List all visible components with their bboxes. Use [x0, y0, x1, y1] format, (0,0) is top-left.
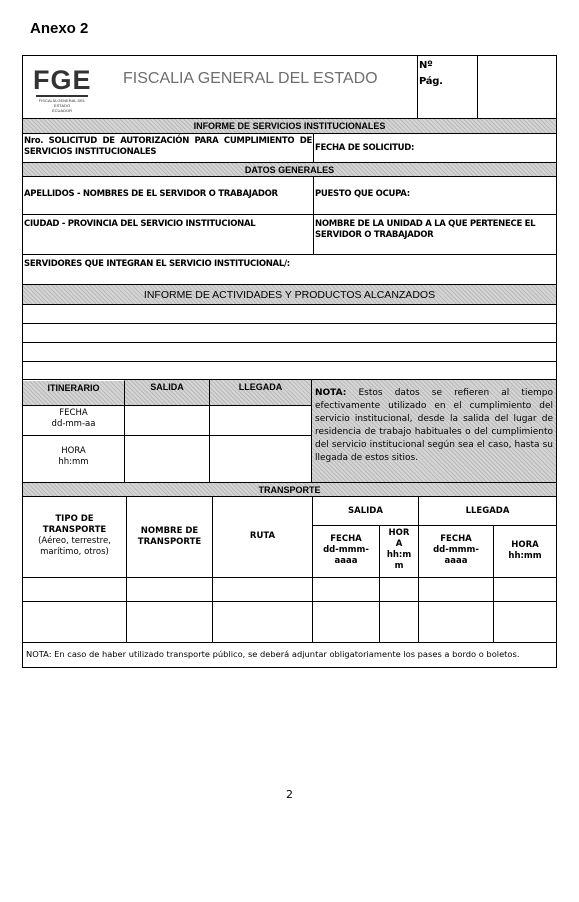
logo-rule [36, 95, 88, 97]
departure-date-label: FECHA [330, 534, 362, 544]
header-title-cell [23, 56, 418, 119]
team-members-field[interactable] [23, 255, 556, 285]
itinerary-fecha-label: FECHA [59, 408, 88, 418]
departure-date-format-cont: aaaa [334, 556, 358, 566]
transport-type-label-cont: TRANSPORTE [42, 525, 107, 535]
itinerary-hora-format: hh:mm [58, 457, 89, 467]
request-number-label: Nro. SOLICITUD DE AUTORIZACIÓN PARA CUMPLIMIENTO DE [24, 136, 312, 146]
section-informe: INFORME DE SERVICIOS INSTITUCIONALES [23, 119, 556, 134]
itinerary-header-itinerario: ITINERARIO [23, 380, 125, 406]
unit-name-label-cont: SERVIDOR O TRABAJADOR [315, 230, 434, 240]
arrival-time-input[interactable] [210, 436, 312, 483]
activity-line-3[interactable] [23, 343, 556, 362]
transport-row-1-type[interactable] [23, 578, 127, 602]
transport-type-hint: (Aéreo, terrestre, [38, 536, 111, 546]
itinerary-fecha-format: dd-mm-aa [51, 419, 96, 429]
logo-text: FGE [33, 65, 92, 95]
transport-row-2-arr-time[interactable] [494, 602, 556, 643]
arrival-date-header [419, 526, 494, 578]
departure-date-header [313, 526, 380, 578]
departure-time-label-cont: A [395, 539, 403, 549]
transport-row-1-arr-time[interactable] [494, 578, 556, 602]
transport-departure-header [313, 497, 419, 526]
unit-name-field[interactable] [314, 215, 556, 255]
annex-title: Anexo 2 [30, 20, 89, 37]
arrival-time-format: hh:mm [508, 551, 542, 561]
itinerary-fecha-label-cell [23, 406, 125, 436]
departure-time-input[interactable] [125, 436, 210, 483]
transport-type-header [23, 497, 127, 578]
org-title: FISCALIA GENERAL DEL ESTADO [123, 70, 378, 87]
activity-line-1[interactable] [23, 305, 556, 324]
itinerary-header-llegada: LLEGADA [210, 380, 312, 406]
arrival-time-label: HORA [511, 540, 539, 550]
request-date-field[interactable] [314, 134, 556, 163]
itinerary-hora-label: HORA [61, 446, 86, 456]
itinerary-header-salida: SALIDA [125, 380, 210, 406]
request-number-field[interactable] [23, 134, 314, 163]
footer-note: NOTA: En caso de haber utilizado transporte público, se deberá adjuntar obligatoriamente los pases a bordo o boletos. [26, 649, 520, 659]
logo-subtitle: FISCALÍA GENERAL DEL ESTADO [38, 98, 86, 108]
transport-name-label: NOMBRE DE [140, 526, 199, 536]
route-label: RUTA [249, 531, 276, 541]
page-number: 2 [286, 788, 293, 801]
logo-country: ECUADOR [51, 108, 72, 113]
city-province-label: CIUDAD - PROVINCIA DEL SERVICIO INSTITUCIONAL [24, 219, 256, 229]
unit-name-label: NOMBRE DE LA UNIDAD A LA QUE PERTENECE EL [315, 219, 536, 229]
transport-row-1-name[interactable] [127, 578, 213, 602]
transport-row-1-dep-date[interactable] [313, 578, 380, 602]
departure-date-input[interactable] [125, 406, 210, 436]
itinerary-hora-label-cell [23, 436, 125, 483]
itinerary-note-text: Estos datos se refieren al tiempo efectivamente utilizado en el cumplimiento del servicio institucional, desde la salida del lugar de residencia de trabajo habituales o del cumplimiento del servicio institucional según sea el caso, hasta su llegada de estos sitios. [315, 388, 553, 463]
arrival-time-header [494, 526, 556, 578]
transport-row-1-dep-time[interactable] [380, 578, 419, 602]
number-cell [418, 56, 478, 119]
employee-name-field[interactable] [23, 177, 314, 215]
position-label: PUESTO QUE OCUPA: [315, 189, 410, 199]
departure-date-format: dd-mmm- [323, 545, 369, 555]
position-field[interactable] [314, 177, 556, 215]
page-label: Pág. [419, 76, 443, 87]
number-label: Nº [419, 60, 433, 71]
activity-line-4[interactable] [23, 362, 556, 380]
departure-time-header [380, 526, 419, 578]
transport-name-label-cont: TRANSPORTE [137, 537, 202, 547]
transport-name-header [127, 497, 213, 578]
transport-arrival-label: LLEGADA [465, 506, 510, 516]
section-transporte: TRANSPORTE [23, 483, 556, 497]
transport-row-2-type[interactable] [23, 602, 127, 643]
arrival-date-format: dd-mmm- [433, 545, 479, 555]
team-members-label: SERVIDORES QUE INTEGRAN EL SERVICIO INSTITUCIONAL/: [24, 259, 290, 269]
transport-row-2-dep-time[interactable] [380, 602, 419, 643]
number-value-cell[interactable] [478, 56, 556, 119]
transport-row-1-arr-date[interactable] [419, 578, 494, 602]
arrival-date-input[interactable] [210, 406, 312, 436]
transport-departure-label: SALIDA [348, 506, 383, 516]
section-actividades: INFORME DE ACTIVIDADES Y PRODUCTOS ALCANZADOS [23, 285, 556, 305]
departure-time-label: HOR [388, 528, 410, 538]
transport-arrival-header [419, 497, 556, 526]
route-header [213, 497, 313, 578]
transport-row-1-route[interactable] [213, 578, 313, 602]
transport-type-label: TIPO DE [55, 514, 94, 524]
departure-time-format: hh:m [386, 550, 412, 560]
activity-line-2[interactable] [23, 324, 556, 343]
transport-row-2-arr-date[interactable] [419, 602, 494, 643]
employee-name-label: APELLIDOS - NOMBRES DE EL SERVIDOR O TRABAJADOR [24, 189, 278, 199]
itinerary-note-prefix: NOTA: [315, 388, 347, 398]
arrival-date-label: FECHA [440, 534, 472, 544]
service-report-form [22, 55, 557, 668]
fge-logo [33, 66, 91, 112]
transport-type-hint-cont: marítimo, otros) [40, 547, 109, 557]
section-datos-generales: DATOS GENERALES [23, 163, 556, 177]
city-province-field[interactable] [23, 215, 314, 255]
departure-time-format-cont: m [394, 561, 404, 571]
request-number-label-cont: SERVICIOS INSTITUCIONALES [24, 147, 157, 157]
transport-row-2-dep-date[interactable] [313, 602, 380, 643]
transport-row-2-name[interactable] [127, 602, 213, 643]
arrival-date-format-cont: aaaa [444, 556, 468, 566]
transport-row-2-route[interactable] [213, 602, 313, 643]
request-date-label: FECHA DE SOLICITUD: [315, 143, 415, 153]
itinerary-note [312, 380, 556, 483]
